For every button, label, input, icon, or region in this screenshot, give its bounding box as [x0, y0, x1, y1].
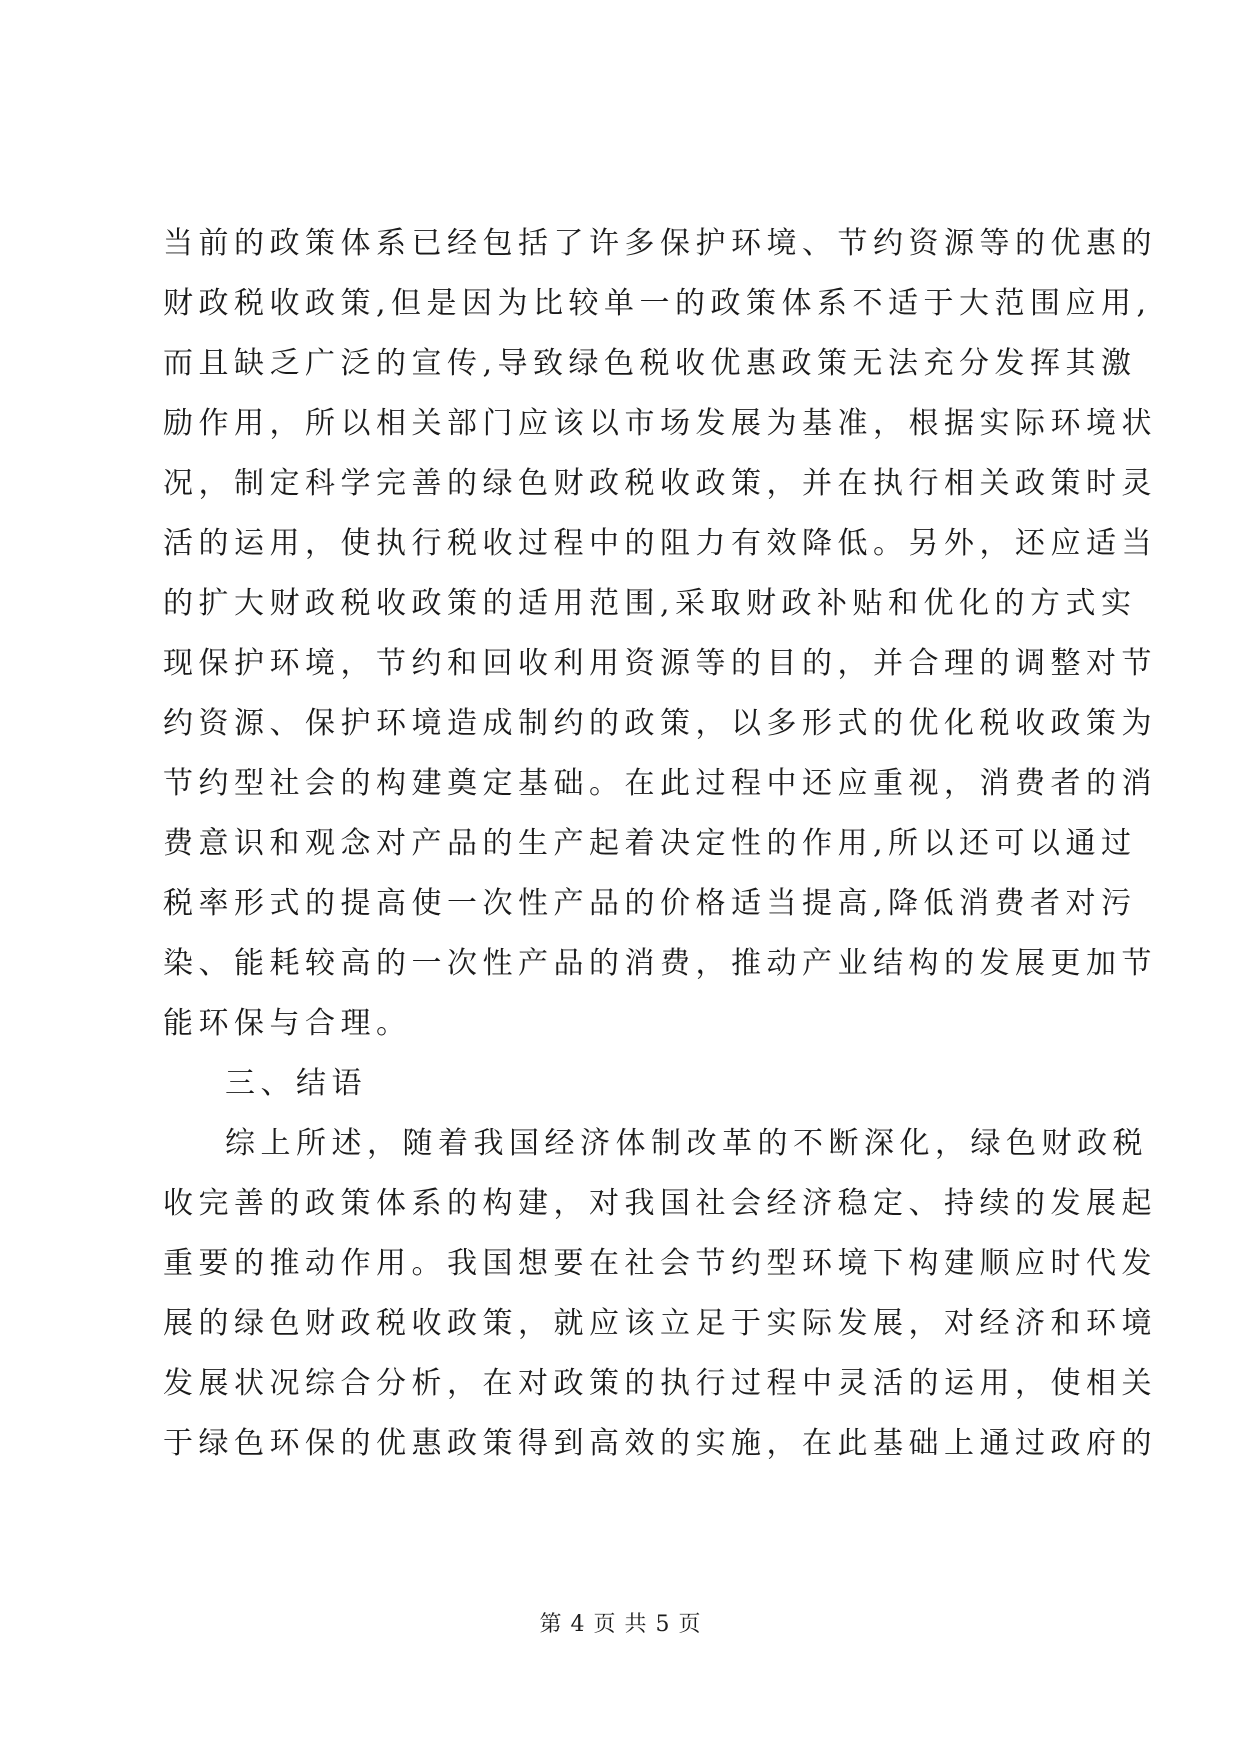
body-text-line: 的扩大财政税收政策的适用范围,采取财政补贴和优化的方式实 [163, 586, 1137, 621]
conclusion-text-line: 发展状况综合分析，在对政策的执行过程中灵活的运用，使相关 [163, 1366, 1157, 1401]
conclusion-text-line: 收完善的政策体系的构建，对我国社会经济稳定、持续的发展起 [163, 1186, 1157, 1221]
body-text-line: 当前的政策体系已经包括了许多保护环境、节约资源等的优惠的 [163, 226, 1157, 261]
conclusion-text-line: 综上所述，随着我国经济体制改革的不断深化，绿色财政税 [225, 1126, 1148, 1161]
body-text-line: 节约型社会的构建奠定基础。在此过程中还应重视，消费者的消 [163, 766, 1157, 801]
conclusion-text-line: 重要的推动作用。我国想要在社会节约型环境下构建顺应时代发 [163, 1246, 1157, 1281]
conclusion-text-line: 于绿色环保的优惠政策得到高效的实施，在此基础上通过政府的 [163, 1426, 1157, 1461]
body-text-line: 而且缺乏广泛的宣传,导致绿色税收优惠政策无法充分发挥其激 [163, 346, 1137, 381]
body-text-line: 财政税收政策,但是因为比较单一的政策体系不适于大范围应用, [163, 286, 1152, 321]
body-text-line: 费意识和观念对产品的生产起着决定性的作用,所以还可以通过 [163, 826, 1137, 861]
body-text-line: 约资源、保护环境造成制约的政策，以多形式的优化税收政策为 [163, 706, 1157, 741]
body-text-line: 能环保与合理。 [163, 1006, 412, 1041]
section-heading: 三、结语 [225, 1066, 367, 1101]
page-number-footer: 第 4 页 共 5 页 [539, 1612, 702, 1637]
body-text-line: 励作用，所以相关部门应该以市场发展为基准，根据实际环境状 [163, 406, 1157, 441]
body-text-line: 活的运用，使执行税收过程中的阻力有效降低。另外，还应适当 [163, 526, 1157, 561]
conclusion-text-line: 展的绿色财政税收政策，就应该立足于实际发展，对经济和环境 [163, 1306, 1157, 1341]
body-text-line: 现保护环境，节约和回收利用资源等的目的，并合理的调整对节 [163, 646, 1157, 681]
body-text-line: 况，制定科学完善的绿色财政税收政策，并在执行相关政策时灵 [163, 466, 1157, 501]
body-text-line: 税率形式的提高使一次性产品的价格适当提高,降低消费者对污 [163, 886, 1137, 921]
body-text-line: 染、能耗较高的一次性产品的消费，推动产业结构的发展更加节 [163, 946, 1157, 981]
